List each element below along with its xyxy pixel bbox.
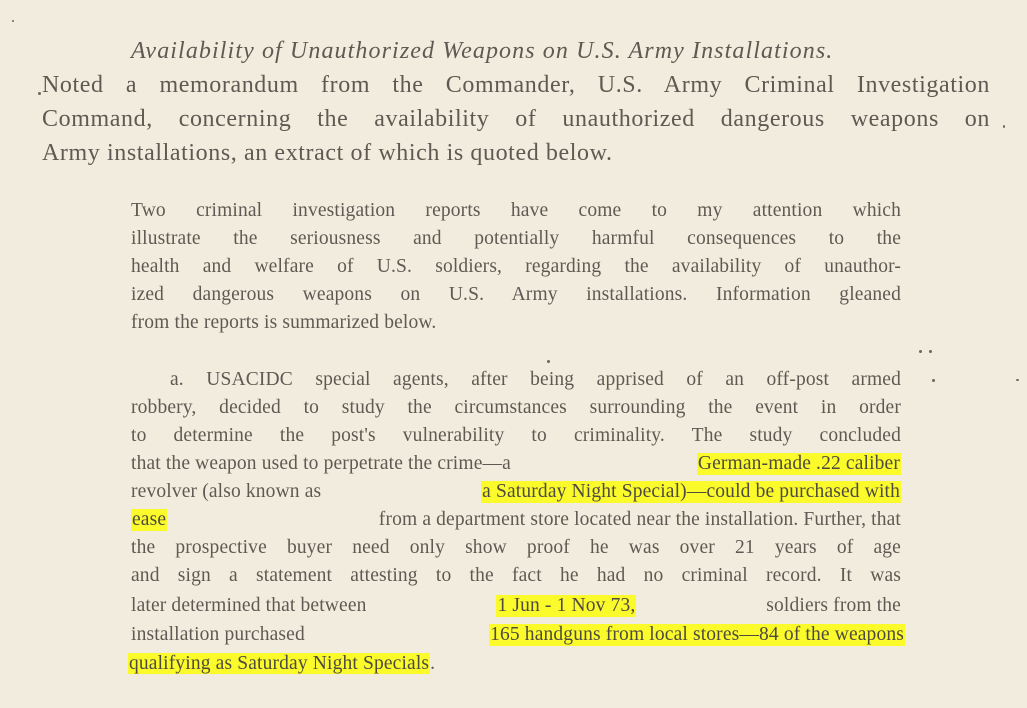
para-a-line-8: and sign a statement attesting to the fact he had no criminal record. It was [131,565,901,586]
highlight-weapon-type: German-made .22 caliber [697,453,900,474]
para-a-line-11-tail: . [430,653,436,674]
scan-speck [929,350,932,353]
highlight-handgun-count: 165 handguns from local stores—84 of the weapons [490,624,904,645]
scan-speck [547,360,550,363]
para-a-line-6-text: from a department store located near the installation. Further, that [378,509,901,530]
para-a-line-10 [131,624,905,646]
quote-line-4: ized dangerous weapons on U.S. Army installations. Information gleaned [131,284,901,305]
highlight-date-range: 1 Jun - 1 Nov 73, [497,595,636,616]
para-a-line-6 [131,509,901,531]
para-a-line-4 [131,453,901,475]
section-title: Availability of Unauthorized Weapons on U.S. Army Installations. [131,38,834,64]
para-a-line-9 [131,595,901,617]
quote-line-2: illustrate the seriousness and potentially harmful consequences to the [131,228,901,249]
scan-speck [1003,125,1005,128]
para-a-line-2: robbery, decided to study the circumstances surrounding the event in order [131,397,901,418]
scan-speck [38,92,41,95]
heading-line-1: Noted a memorandum from the Commander, U.S. Army Criminal Investigation [42,72,990,98]
scan-speck [1016,379,1019,381]
para-a-line-9-text: later determined that between [131,595,367,616]
para-a-line-4-text: that the weapon used to perpetrate the crime—a [131,453,511,474]
quote-line-1: Two criminal investigation reports have come to my attention which [131,200,901,221]
highlight-ease: ease [132,509,167,530]
quote-line-5: from the reports is summarized below. [131,312,437,333]
scan-speck [12,20,14,22]
quote-line-3: health and welfare of U.S. soldiers, regarding the availability of unauthor- [131,256,901,277]
heading-line-2: Command, concerning the availability of unauthorized dangerous weapons on [42,106,990,132]
heading-line-3: Army installations, an extract of which is quoted below. [42,140,613,166]
para-a-line-3: to determine the post's vulnerability to criminality. The study concluded [131,425,901,446]
para-a-line-5-text: revolver (also known as [131,481,322,502]
highlight-saturday-night-special: a Saturday Night Special)—could be purchased with [482,481,900,502]
para-a-line-9-tail: soldiers from the [766,595,901,616]
scan-speck [919,350,922,353]
highlight-qualifying: qualifying as Saturday Night Specials [129,653,430,674]
para-a-line-10-text: installation purchased [131,624,305,645]
para-a-line-1: a. USACIDC special agents, after being apprised of an off-post armed [170,369,901,390]
para-a-line-5 [131,481,901,503]
para-a-line-11 [128,653,435,675]
scan-speck [932,379,935,382]
para-a-line-7: the prospective buyer need only show proof he was over 21 years of age [131,537,901,558]
